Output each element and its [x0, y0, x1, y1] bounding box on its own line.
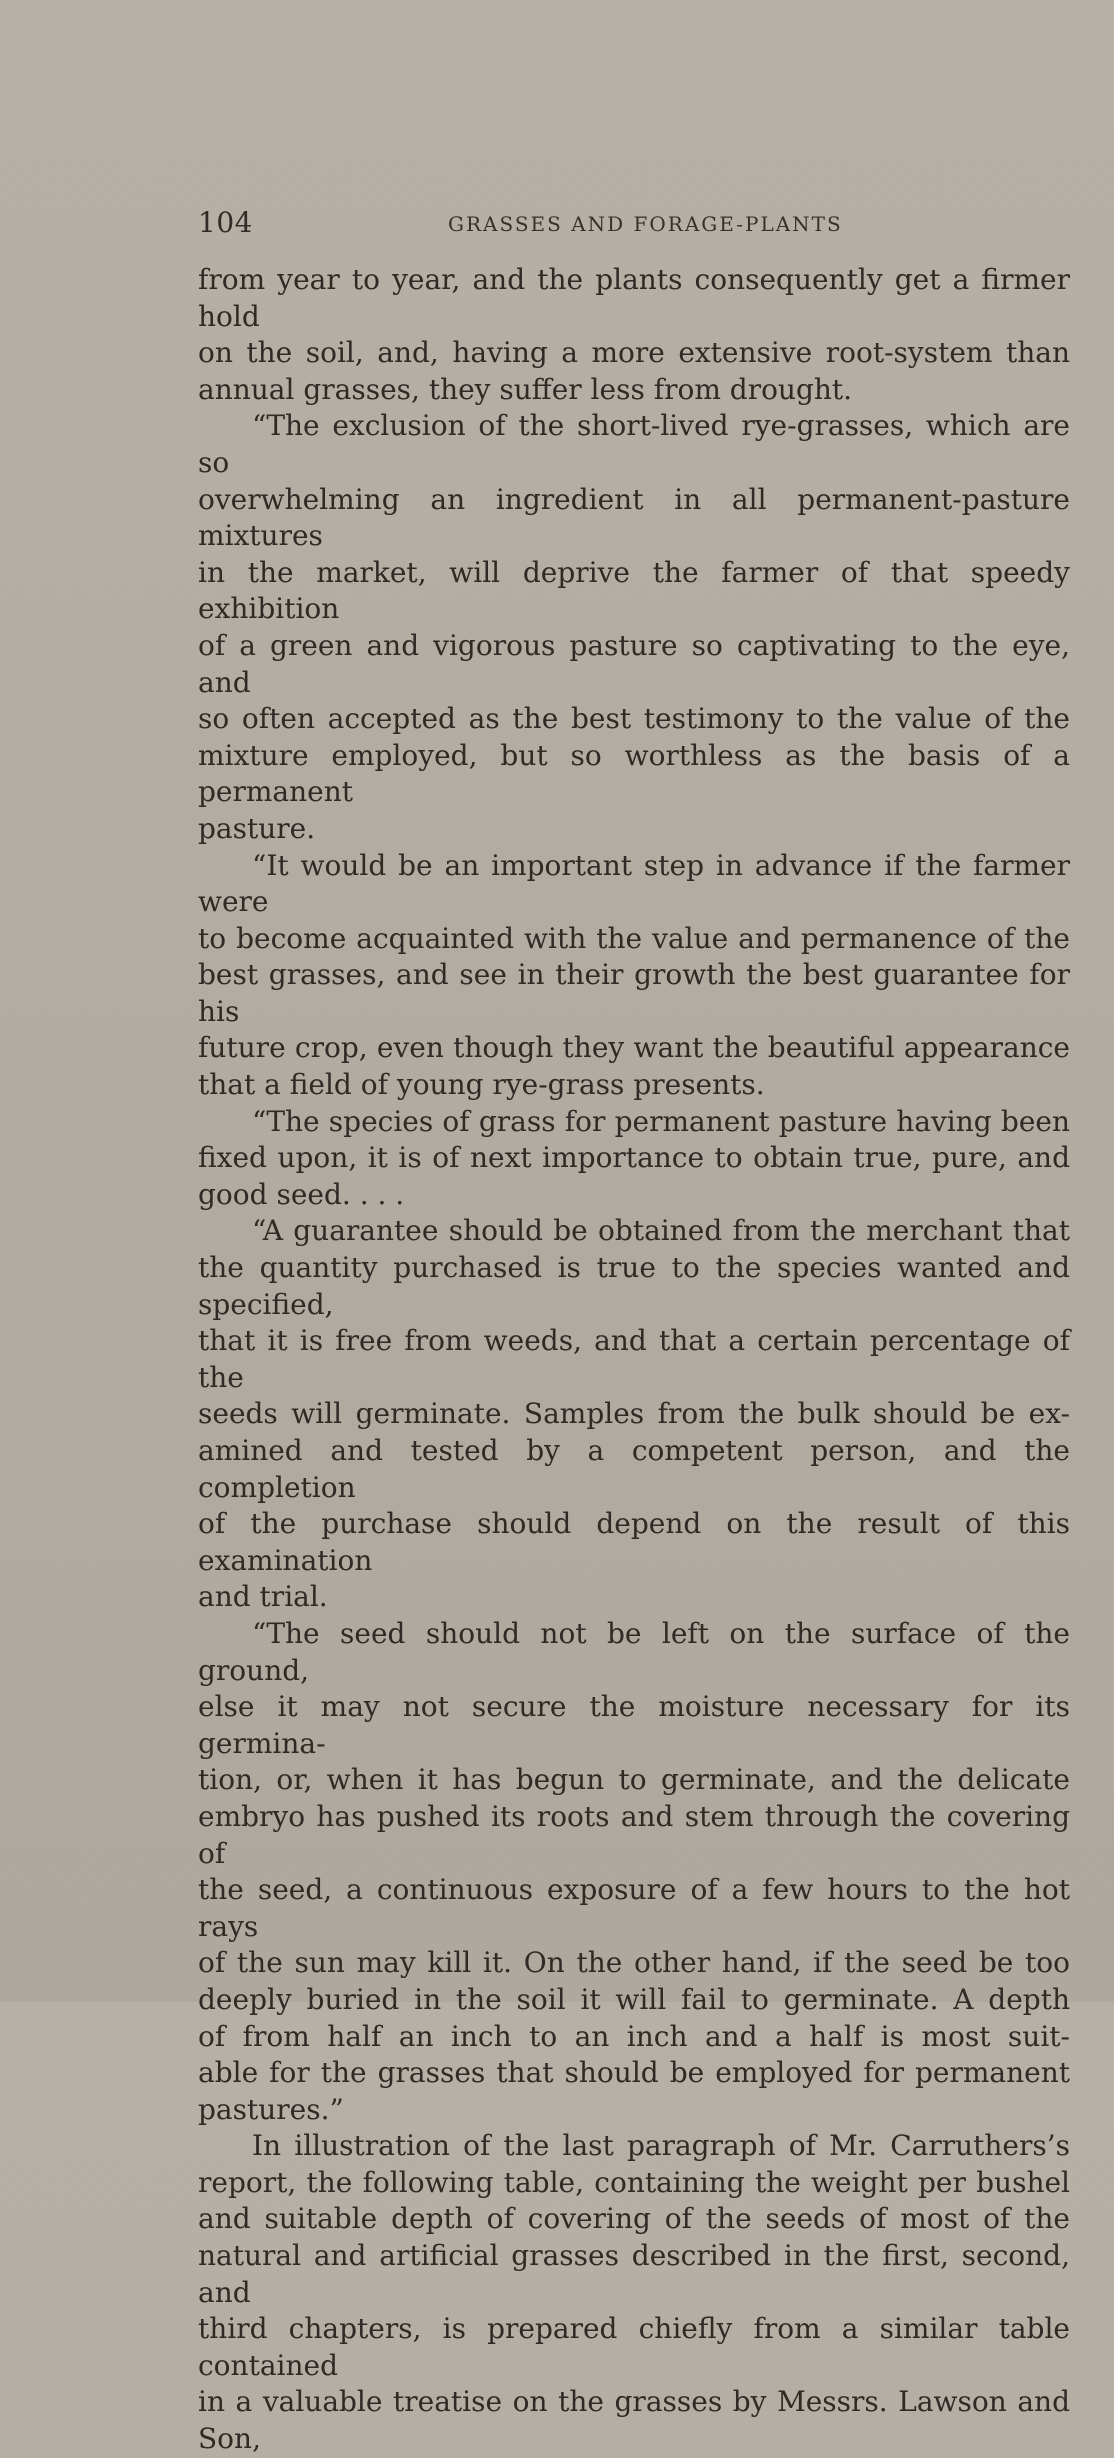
- text-line: that a field of young rye-grass presents.: [198, 1068, 765, 1102]
- text-line: good seed. . . .: [198, 1177, 405, 1211]
- text-line: pasture.: [198, 811, 316, 845]
- text-line: third chapters, is prepared chiefly from a similar table contained: [198, 2312, 1070, 2382]
- text-line: In illustration of the last paragraph of Mr. Carruthers’s: [252, 2129, 1070, 2163]
- text-line: natural and artificial grasses described in the first, second, and: [198, 2239, 1070, 2309]
- text-line: that it is free from weeds, and that a certain percentage of the: [198, 1324, 1070, 1394]
- text-line: fixed upon, it is of next importance to obtain true, pure, and: [198, 1141, 1070, 1175]
- text-line: and suitable depth of covering of the seeds of most of the: [198, 2202, 1070, 2236]
- text-line: the seed, a continuous exposure of a few hours to the hot rays: [198, 1873, 1070, 1943]
- text-line: pastures.”: [198, 2092, 344, 2126]
- text-line: the quantity purchased is true to the species wanted and specified,: [198, 1251, 1070, 1321]
- text-line: mixture employed, but so worthless as the basis of a permanent: [198, 738, 1070, 809]
- text-line: “A guarantee should be obtained from the merchant that: [252, 1214, 1070, 1248]
- text-line: seeds will germinate. Samples from the bulk should be ex-: [198, 1397, 1070, 1431]
- text-line: tion, or, when it has begun to germinate, and the delicate: [198, 1763, 1070, 1797]
- text-line: else it may not secure the moisture necessary for its germina-: [198, 1690, 1070, 1760]
- text-line: of the sun may kill it. On the other hand, if the seed be too: [198, 1946, 1070, 1980]
- body-text: [198, 262, 1070, 2458]
- text-line: amined and tested by a competent person, and the completion: [198, 1434, 1070, 1504]
- text-line: of from half an inch to an inch and a half is most suit-: [198, 2019, 1070, 2053]
- text-line: report, the following table, containing the weight per bushel: [198, 2165, 1070, 2199]
- running-title: GRASSES AND FORAGE-PLANTS: [448, 212, 843, 236]
- text-line: “The seed should not be left on the surface of the ground,: [198, 1616, 1070, 1687]
- text-line: able for the grasses that should be employed for permanent: [198, 2056, 1070, 2090]
- page-number: 104: [198, 206, 253, 239]
- text-line: from year to year, and the plants consequently get a firmer hold: [198, 263, 1070, 333]
- text-line: “The species of grass for permanent pasture having been: [252, 1104, 1070, 1138]
- text-line: deeply buried in the soil it will fail to germinate. A depth: [198, 1982, 1070, 2016]
- text-line: and trial.: [198, 1580, 328, 1614]
- text-line: “The exclusion of the short-lived rye-grasses, which are so: [198, 409, 1070, 479]
- text-line: overwhelming an ingredient in all permanent-pasture mixtures: [198, 482, 1070, 553]
- text-line: of a green and vigorous pasture so captivating to the eye, and: [198, 628, 1070, 699]
- text-line: of the purchase should depend on the result of this examination: [198, 1507, 1070, 1577]
- text-line: annual grasses, they suffer less from drought.: [198, 372, 853, 406]
- text-line: embryo has pushed its roots and stem through the covering of: [198, 1799, 1070, 1870]
- text-line: in the market, will deprive the farmer of that speedy exhibition: [198, 555, 1070, 626]
- text-line: in a valuable treatise on the grasses by Messrs. Lawson and Son,: [198, 2385, 1070, 2456]
- page-header: [198, 206, 1070, 242]
- text-line: so often accepted as the best testimony to the value of the: [198, 702, 1070, 736]
- text-line: on the soil, and, having a more extensive root-system than: [198, 336, 1070, 370]
- text-line: “It would be an important step in advance if the farmer were: [198, 848, 1070, 919]
- text-line: to become acquainted with the value and permanence of the: [198, 921, 1070, 955]
- text-line: best grasses, and see in their growth the best guarantee for his: [198, 958, 1070, 1028]
- text-line: future crop, even though they want the beautiful appearance: [198, 1031, 1070, 1065]
